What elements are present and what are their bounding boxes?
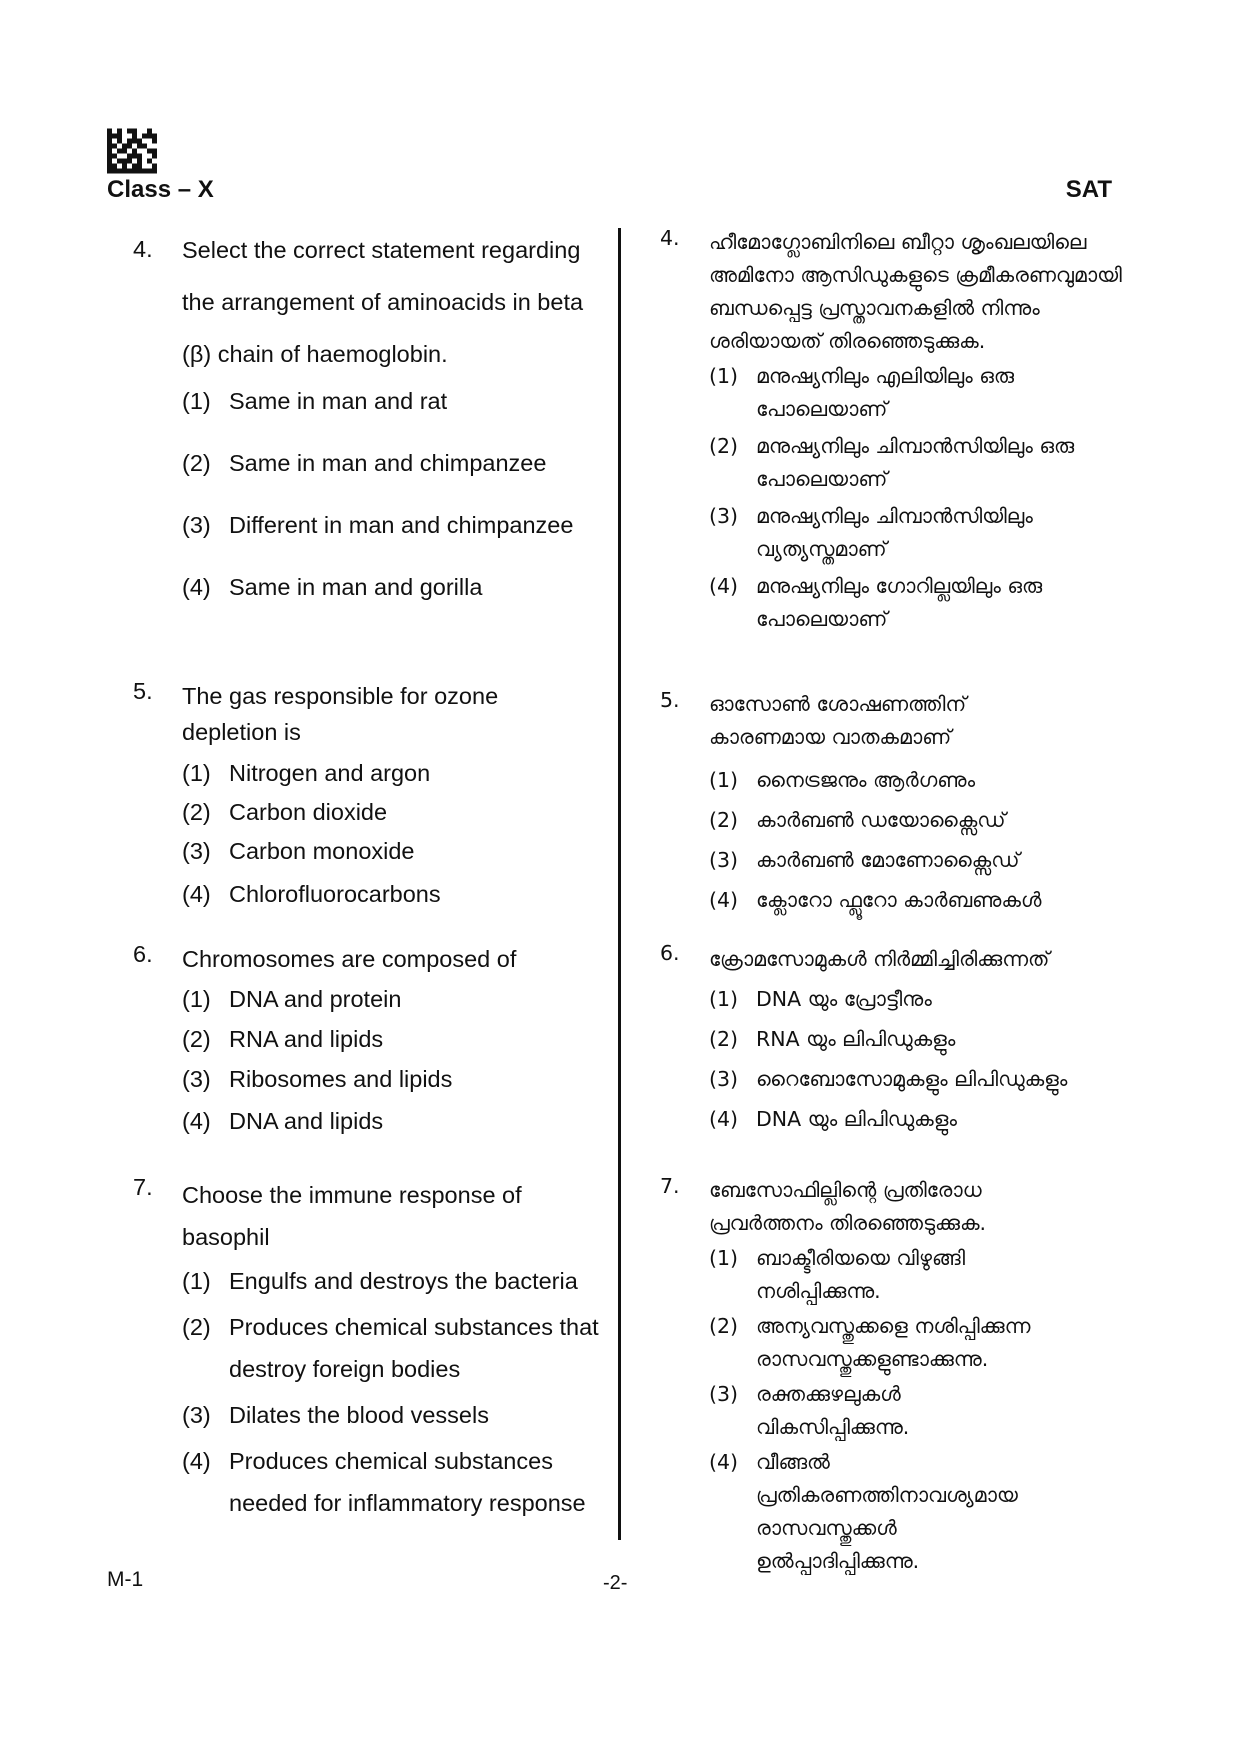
question-5-ml xyxy=(660,688,1140,920)
option: (2) അന്യവസ്തുക്കളെ നശിപ്പിക്കുന്ന രാസവസ്തുക്കളുണ്ടാക്കുന്നു. xyxy=(709,1314,1031,1371)
question-text: Choose the immune response of basophil xyxy=(182,1182,522,1250)
option: (4) Same in man and gorilla xyxy=(182,574,483,600)
question-text: ഹീമോഗ്ലോബിനിലെ ബീറ്റാ ശൃംഖലയിലെ അമിനോ ആസിഡുകളുടെ ക്രമീകരണവുമായി ബന്ധപ്പെട്ട പ്രസ്താവനകളിൽ നിന്നും ശരിയായത് തിരഞ്ഞെടുക്കുക. xyxy=(709,230,1122,353)
exam-label: SAT xyxy=(1065,176,1112,203)
option: (1) ബാക്ടീരിയയെ വിഴുങ്ങി നശിപ്പിക്കുന്നു. xyxy=(709,1246,966,1303)
question-number: 4. xyxy=(660,226,680,250)
question-number: 4. xyxy=(133,236,153,262)
option: (3) രക്തക്കുഴലുകൾ വികസിപ്പിക്കുന്നു. xyxy=(709,1382,910,1439)
option: (4) വീങ്ങൽ പ്രതികരണത്തിനാവശ്യമായ രാസവസ്തുക്കൾ ഉൽപ്പാദിപ്പിക്കുന്നു. xyxy=(709,1450,1018,1573)
question-text: Chromosomes are composed of xyxy=(182,946,517,972)
option: (1) DNA യും പ്രോട്ടീനും xyxy=(709,987,932,1011)
question-7-ml xyxy=(660,1174,1140,1578)
question-5-en xyxy=(133,678,613,914)
option: (1) Same in man and rat xyxy=(182,388,448,414)
option: (4) Chlorofluorocarbons xyxy=(182,881,441,907)
question-text: ഓസോൺ ശോഷണത്തിന് കാരണമായ വാതകമാണ് xyxy=(709,692,967,749)
option: (2) RNA യും ലിപിഡുകളും xyxy=(709,1027,956,1051)
question-number: 7. xyxy=(133,1174,153,1200)
option: (3) Dilates the blood vessels xyxy=(182,1402,489,1428)
page-number: -2- xyxy=(603,1572,628,1594)
option: (1) Nitrogen and argon xyxy=(182,760,431,786)
option: (4) Produces chemical substances needed for inflammatory response xyxy=(182,1448,586,1516)
option: (3) കാർബൺ മോണോക്സൈഡ് xyxy=(709,848,1020,872)
qr-code xyxy=(107,128,157,174)
option: (3) Different in man and chimpanzee xyxy=(182,512,574,538)
option: (4) DNA യും ലിപിഡുകളും xyxy=(709,1107,957,1131)
question-number: 5. xyxy=(133,678,153,704)
question-number: 6. xyxy=(660,941,680,965)
question-text: Select the correct statement regarding the arrangement of aminoacids in beta (β) chain of haemoglobin. xyxy=(182,237,584,367)
question-4-ml xyxy=(660,226,1140,636)
option: (1) DNA and protein xyxy=(182,986,402,1012)
question-number: 7. xyxy=(660,1174,680,1198)
question-text: The gas responsible for ozone depletion is xyxy=(182,683,499,745)
option: (4) മനുഷ്യനിലും ഗോറില്ലയിലും ഒരു പോലെയാണ് xyxy=(709,574,1043,631)
question-6-ml xyxy=(660,941,1140,1139)
option: (2) കാർബൺ ഡയോക്സൈഡ് xyxy=(709,808,1006,832)
paper-code: M-1 xyxy=(107,1568,144,1591)
option: (3) റൈബോസോമുകളും ലിപിഡുകളും xyxy=(709,1067,1068,1091)
option: (1) Engulfs and destroys the bacteria xyxy=(182,1268,578,1294)
question-4-en xyxy=(133,236,613,636)
option: (3) Carbon monoxide xyxy=(182,838,415,864)
question-number: 6. xyxy=(133,941,153,967)
option: (2) Same in man and chimpanzee xyxy=(182,450,547,476)
option: (1) മനുഷ്യനിലും എലിയിലും ഒരു പോലെയാണ് xyxy=(709,364,1015,421)
option: (2) Carbon dioxide xyxy=(182,799,388,825)
option: (2) RNA and lipids xyxy=(182,1026,384,1052)
question-number: 5. xyxy=(660,688,680,712)
question-text: ബേസോഫില്ലിന്റെ പ്രതിരോധ പ്രവർത്തനം തിരഞ്ഞെടുക്കുക. xyxy=(709,1178,987,1235)
class-label: Class – X xyxy=(107,176,214,203)
question-7-en xyxy=(133,1174,613,1524)
option: (1) നൈട്രജനും ആർഗണും xyxy=(709,768,976,792)
option: (3) മനുഷ്യനിലും ചിമ്പാൻസിയിലും വ്യത്യസ്തമാണ് xyxy=(709,504,1033,561)
question-6-en xyxy=(133,941,613,1141)
question-text: ക്രോമസോമുകൾ നിർമ്മിച്ചിരിക്കുന്നത് xyxy=(709,947,1050,971)
option: (4) ക്ലോറോ ഫ്ലൂറോ കാർബണുകൾ xyxy=(709,888,1042,912)
option: (2) Produces chemical substances that destroy foreign bodies xyxy=(182,1314,599,1382)
column-divider xyxy=(618,228,621,1540)
option: (3) Ribosomes and lipids xyxy=(182,1066,453,1092)
option: (2) മനുഷ്യനിലും ചിമ്പാൻസിയിലും ഒരു പോലെയാണ് xyxy=(709,434,1075,491)
option: (4) DNA and lipids xyxy=(182,1108,384,1134)
